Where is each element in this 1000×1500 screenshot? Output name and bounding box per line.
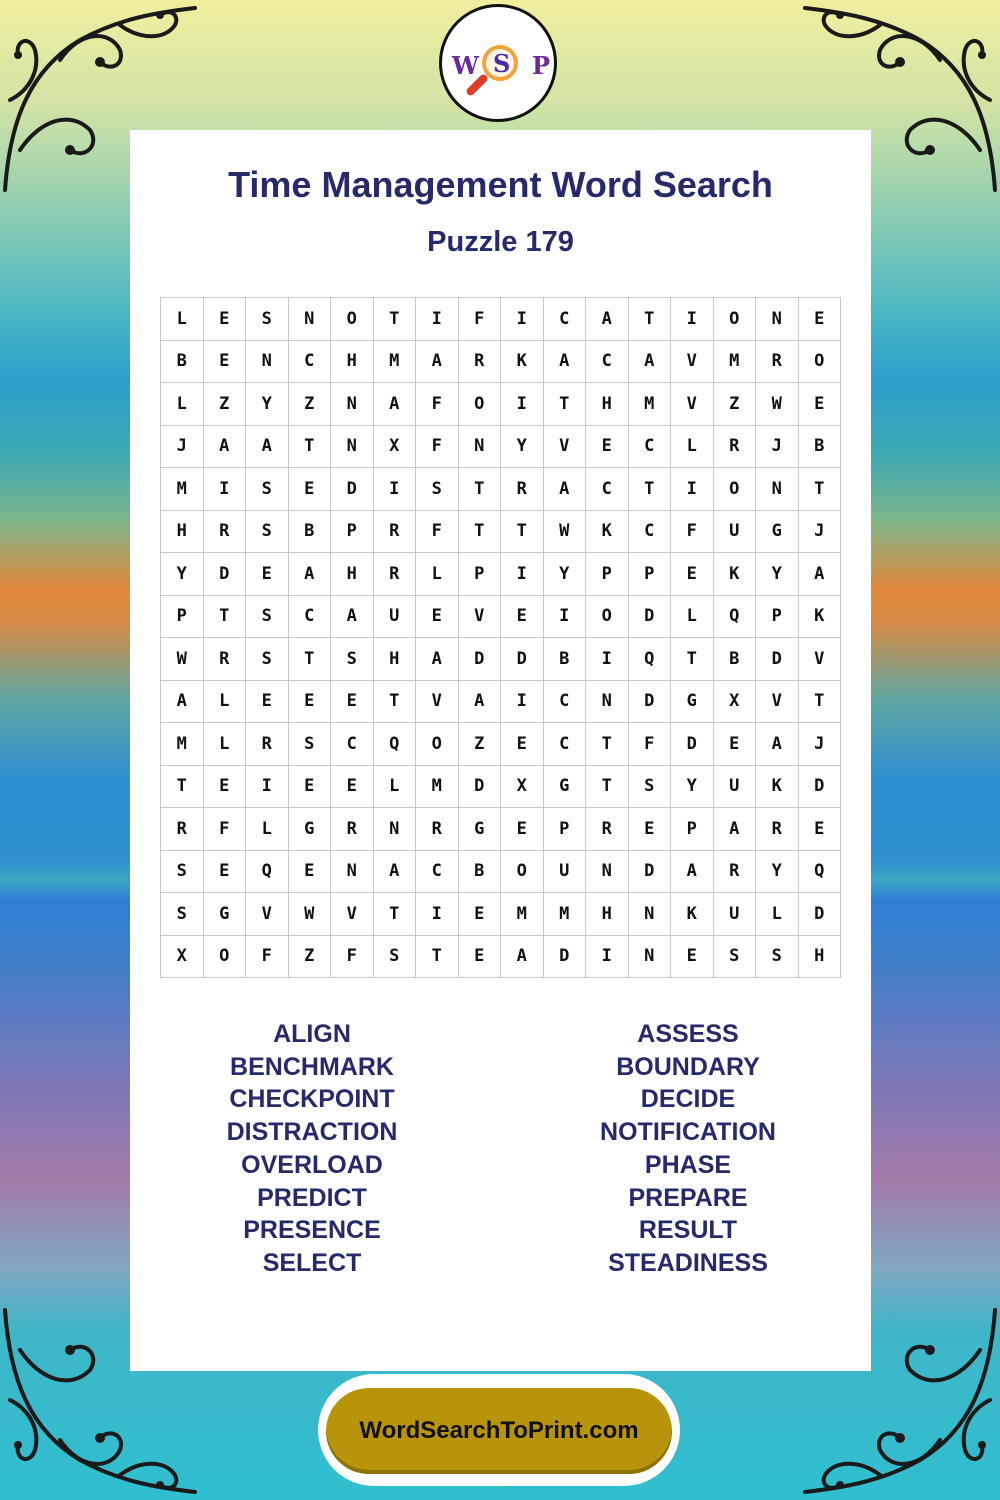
grid-cell: X: [501, 766, 544, 809]
grid-cell: F: [331, 936, 374, 979]
grid-cell: A: [544, 468, 587, 511]
grid-cell: G: [204, 893, 247, 936]
grid-cell: S: [289, 723, 332, 766]
grid-cell: T: [289, 426, 332, 469]
grid-cell: D: [204, 553, 247, 596]
word-list-item: RESULT: [638, 1216, 738, 1245]
grid-cell: B: [544, 638, 587, 681]
grid-cell: G: [289, 808, 332, 851]
grid-cell: I: [586, 936, 629, 979]
grid-cell: S: [246, 596, 289, 639]
grid-cell: C: [629, 426, 672, 469]
grid-cell: O: [714, 298, 757, 341]
grid-cell: R: [161, 808, 204, 851]
grid-cell: E: [799, 298, 842, 341]
grid-cell: N: [331, 383, 374, 426]
grid-cell: W: [161, 638, 204, 681]
grid-cell: X: [714, 681, 757, 724]
grid-cell: E: [501, 808, 544, 851]
grid-cell: Q: [246, 851, 289, 894]
word-list-item: CHECKPOINT: [229, 1085, 395, 1114]
grid-cell: N: [586, 851, 629, 894]
grid-cell: C: [289, 341, 332, 384]
grid-cell: M: [161, 723, 204, 766]
grid-cell: Q: [629, 638, 672, 681]
grid-cell: J: [799, 723, 842, 766]
grid-cell: B: [161, 341, 204, 384]
grid-cell: C: [586, 468, 629, 511]
grid-cell: D: [629, 851, 672, 894]
grid-cell: P: [586, 553, 629, 596]
grid-cell: A: [799, 553, 842, 596]
grid-cell: Y: [161, 553, 204, 596]
grid-cell: N: [756, 468, 799, 511]
grid-cell: S: [374, 936, 417, 979]
grid-cell: V: [756, 681, 799, 724]
grid-cell: N: [331, 426, 374, 469]
grid-cell: Y: [671, 766, 714, 809]
grid-cell: Y: [756, 553, 799, 596]
grid-cell: T: [629, 468, 672, 511]
grid-cell: C: [289, 596, 332, 639]
grid-cell: Z: [204, 383, 247, 426]
grid-cell: R: [204, 511, 247, 554]
grid-cell: E: [459, 936, 502, 979]
grid-cell: D: [544, 936, 587, 979]
grid-cell: A: [501, 936, 544, 979]
grid-cell: V: [246, 893, 289, 936]
grid-cell: N: [629, 936, 672, 979]
grid-cell: L: [671, 426, 714, 469]
grid-cell: E: [331, 766, 374, 809]
grid-cell: S: [161, 851, 204, 894]
grid-cell: L: [246, 808, 289, 851]
grid-cell: I: [246, 766, 289, 809]
grid-cell: T: [799, 681, 842, 724]
grid-cell: S: [629, 766, 672, 809]
grid-cell: F: [416, 426, 459, 469]
grid-cell: Y: [246, 383, 289, 426]
grid-cell: T: [459, 511, 502, 554]
grid-cell: C: [544, 298, 587, 341]
grid-cell: L: [204, 681, 247, 724]
grid-cell: E: [629, 808, 672, 851]
logo-letter-w: W: [452, 51, 479, 80]
grid-cell: K: [799, 596, 842, 639]
grid-cell: V: [799, 638, 842, 681]
grid-cell: I: [374, 468, 417, 511]
grid-cell: A: [289, 553, 332, 596]
word-list-item: STEADINESS: [608, 1248, 768, 1277]
grid-cell: D: [459, 638, 502, 681]
grid-cell: E: [204, 766, 247, 809]
grid-cell: O: [714, 468, 757, 511]
word-list-item: PHASE: [644, 1150, 732, 1179]
grid-cell: R: [756, 808, 799, 851]
grid-cell: M: [501, 893, 544, 936]
grid-cell: R: [459, 341, 502, 384]
grid-cell: E: [501, 723, 544, 766]
grid-cell: F: [671, 511, 714, 554]
grid-cell: E: [289, 468, 332, 511]
grid-cell: G: [671, 681, 714, 724]
word-list-item: PREDICT: [257, 1183, 367, 1212]
grid-cell: M: [374, 341, 417, 384]
grid-cell: M: [629, 383, 672, 426]
grid-cell: C: [586, 341, 629, 384]
grid-cell: D: [756, 638, 799, 681]
grid-cell: H: [161, 511, 204, 554]
grid-cell: N: [586, 681, 629, 724]
grid-cell: H: [586, 383, 629, 426]
grid-cell: E: [289, 681, 332, 724]
grid-cell: E: [799, 808, 842, 851]
grid-cell: G: [544, 766, 587, 809]
grid-cell: O: [416, 723, 459, 766]
grid-cell: E: [671, 553, 714, 596]
grid-cell: K: [501, 341, 544, 384]
grid-cell: T: [544, 383, 587, 426]
word-list-item: ASSESS: [637, 1020, 739, 1048]
grid-cell: Y: [501, 426, 544, 469]
word-list-item: PRESENCE: [243, 1216, 381, 1245]
grid-cell: P: [671, 808, 714, 851]
grid-cell: E: [246, 681, 289, 724]
grid-cell: T: [459, 468, 502, 511]
grid-cell: L: [671, 596, 714, 639]
grid-cell: L: [161, 383, 204, 426]
puzzle-number: Puzzle 179: [427, 226, 574, 258]
grid-cell: D: [671, 723, 714, 766]
grid-cell: R: [374, 511, 417, 554]
grid-cell: J: [756, 426, 799, 469]
grid-cell: S: [246, 638, 289, 681]
grid-cell: M: [161, 468, 204, 511]
grid-cell: E: [799, 383, 842, 426]
grid-cell: A: [714, 808, 757, 851]
grid-cell: K: [714, 553, 757, 596]
grid-cell: D: [629, 596, 672, 639]
grid-cell: H: [799, 936, 842, 979]
grid-cell: C: [544, 681, 587, 724]
grid-cell: P: [544, 808, 587, 851]
grid-cell: M: [416, 766, 459, 809]
grid-cell: V: [331, 893, 374, 936]
grid-cell: E: [204, 298, 247, 341]
grid-cell: N: [289, 298, 332, 341]
grid-cell: T: [204, 596, 247, 639]
grid-cell: A: [374, 383, 417, 426]
grid-cell: D: [331, 468, 374, 511]
grid-cell: T: [289, 638, 332, 681]
grid-cell: R: [756, 341, 799, 384]
grid-cell: J: [161, 426, 204, 469]
grid-cell: T: [416, 936, 459, 979]
grid-cell: L: [374, 766, 417, 809]
grid-cell: A: [161, 681, 204, 724]
grid-cell: S: [756, 936, 799, 979]
grid-cell: H: [586, 893, 629, 936]
grid-cell: S: [161, 893, 204, 936]
grid-cell: E: [204, 341, 247, 384]
grid-cell: T: [501, 511, 544, 554]
grid-cell: S: [246, 298, 289, 341]
grid-cell: A: [629, 341, 672, 384]
word-list-item: NOTIFICATION: [600, 1118, 776, 1147]
word-list-item: SELECT: [262, 1248, 362, 1277]
grid-cell: A: [586, 298, 629, 341]
grid-cell: V: [416, 681, 459, 724]
grid-cell: R: [416, 808, 459, 851]
grid-cell: B: [799, 426, 842, 469]
grid-cell: O: [459, 383, 502, 426]
grid-cell: H: [374, 638, 417, 681]
word-list-item: DECIDE: [640, 1085, 736, 1114]
grid-cell: N: [756, 298, 799, 341]
grid-cell: C: [629, 511, 672, 554]
grid-cell: P: [629, 553, 672, 596]
grid-cell: E: [246, 553, 289, 596]
grid-cell: Z: [289, 383, 332, 426]
grid-cell: I: [501, 553, 544, 596]
grid-cell: A: [671, 851, 714, 894]
word-list-item: DISTRACTION: [226, 1118, 398, 1147]
grid-cell: I: [501, 298, 544, 341]
grid-cell: Z: [289, 936, 332, 979]
logo-letter-s: S: [493, 49, 511, 78]
grid-cell: N: [246, 341, 289, 384]
grid-cell: I: [671, 298, 714, 341]
grid-cell: V: [671, 383, 714, 426]
grid-cell: D: [799, 893, 842, 936]
grid-cell: Z: [714, 383, 757, 426]
puzzle-card: [130, 130, 871, 1371]
grid-cell: I: [586, 638, 629, 681]
grid-cell: B: [459, 851, 502, 894]
grid-cell: R: [501, 468, 544, 511]
grid-cell: D: [629, 681, 672, 724]
grid-cell: N: [331, 851, 374, 894]
grid-cell: T: [586, 766, 629, 809]
grid-cell: W: [289, 893, 332, 936]
grid-cell: F: [629, 723, 672, 766]
logo-letter-p: P: [532, 51, 551, 80]
grid-cell: T: [374, 893, 417, 936]
grid-cell: S: [714, 936, 757, 979]
grid-cell: R: [714, 851, 757, 894]
grid-cell: A: [246, 426, 289, 469]
grid-cell: K: [586, 511, 629, 554]
grid-cell: F: [204, 808, 247, 851]
grid-cell: E: [289, 766, 332, 809]
word-list-right: [508, 1018, 868, 1280]
grid-cell: H: [331, 341, 374, 384]
grid-cell: S: [246, 468, 289, 511]
grid-cell: R: [374, 553, 417, 596]
grid-cell: U: [374, 596, 417, 639]
grid-cell: D: [501, 638, 544, 681]
grid-cell: S: [331, 638, 374, 681]
grid-cell: X: [374, 426, 417, 469]
grid-cell: E: [416, 596, 459, 639]
grid-cell: B: [714, 638, 757, 681]
grid-cell: U: [714, 511, 757, 554]
word-list-item: BENCHMARK: [230, 1052, 394, 1081]
word-list-item: PREPARE: [628, 1183, 748, 1212]
grid-cell: T: [629, 298, 672, 341]
grid-cell: O: [331, 298, 374, 341]
grid-cell: Q: [714, 596, 757, 639]
grid-cell: P: [459, 553, 502, 596]
footer-badge: [318, 1374, 680, 1486]
grid-cell: W: [756, 383, 799, 426]
grid-cell: S: [246, 511, 289, 554]
grid-cell: F: [416, 383, 459, 426]
grid-cell: A: [544, 341, 587, 384]
grid-cell: S: [416, 468, 459, 511]
grid-cell: U: [714, 893, 757, 936]
grid-cell: I: [416, 893, 459, 936]
grid-cell: O: [501, 851, 544, 894]
grid-cell: A: [459, 681, 502, 724]
grid-cell: O: [586, 596, 629, 639]
wsp-logo: [439, 4, 557, 122]
grid-cell: E: [289, 851, 332, 894]
grid-cell: M: [714, 341, 757, 384]
grid-cell: C: [331, 723, 374, 766]
grid-cell: L: [756, 893, 799, 936]
grid-cell: J: [799, 511, 842, 554]
grid-cell: A: [756, 723, 799, 766]
grid-cell: E: [586, 426, 629, 469]
grid-cell: A: [331, 596, 374, 639]
grid-cell: A: [416, 638, 459, 681]
grid-cell: N: [629, 893, 672, 936]
grid-cell: K: [756, 766, 799, 809]
grid-cell: P: [161, 596, 204, 639]
grid-cell: R: [714, 426, 757, 469]
grid-cell: T: [161, 766, 204, 809]
grid-cell: E: [331, 681, 374, 724]
grid-cell: P: [756, 596, 799, 639]
grid-cell: E: [501, 596, 544, 639]
grid-cell: I: [544, 596, 587, 639]
grid-cell: E: [459, 893, 502, 936]
grid-cell: P: [331, 511, 374, 554]
grid-cell: T: [799, 468, 842, 511]
grid-cell: F: [416, 511, 459, 554]
grid-cell: O: [799, 341, 842, 384]
grid-cell: N: [374, 808, 417, 851]
grid-cell: H: [331, 553, 374, 596]
grid-cell: I: [671, 468, 714, 511]
grid-cell: A: [204, 426, 247, 469]
grid-cell: T: [374, 681, 417, 724]
grid-cell: R: [246, 723, 289, 766]
grid-cell: D: [459, 766, 502, 809]
grid-cell: F: [246, 936, 289, 979]
grid-cell: A: [416, 341, 459, 384]
grid-cell: N: [459, 426, 502, 469]
grid-cell: V: [544, 426, 587, 469]
letter-grid: [160, 297, 841, 978]
grid-cell: Q: [799, 851, 842, 894]
grid-cell: X: [161, 936, 204, 979]
grid-cell: T: [671, 638, 714, 681]
grid-cell: T: [374, 298, 417, 341]
grid-cell: U: [544, 851, 587, 894]
grid-cell: G: [459, 808, 502, 851]
grid-cell: R: [331, 808, 374, 851]
grid-cell: O: [204, 936, 247, 979]
site-link[interactable]: WordSearchToPrint.com: [326, 1388, 672, 1474]
grid-cell: L: [416, 553, 459, 596]
grid-cell: B: [289, 511, 332, 554]
grid-cell: W: [544, 511, 587, 554]
grid-cell: I: [501, 681, 544, 724]
page-title: Time Management Word Search: [228, 164, 773, 205]
word-list-item: ALIGN: [273, 1020, 351, 1048]
grid-cell: T: [586, 723, 629, 766]
grid-cell: D: [799, 766, 842, 809]
grid-cell: R: [586, 808, 629, 851]
grid-cell: Y: [756, 851, 799, 894]
grid-cell: A: [374, 851, 417, 894]
grid-cell: V: [459, 596, 502, 639]
grid-cell: I: [501, 383, 544, 426]
grid-cell: G: [756, 511, 799, 554]
grid-cell: R: [204, 638, 247, 681]
grid-cell: K: [671, 893, 714, 936]
grid-cell: Y: [544, 553, 587, 596]
grid-cell: V: [671, 341, 714, 384]
grid-cell: L: [204, 723, 247, 766]
grid-cell: F: [459, 298, 502, 341]
grid-cell: C: [544, 723, 587, 766]
grid-cell: Q: [374, 723, 417, 766]
word-list-item: OVERLOAD: [241, 1150, 383, 1179]
grid-cell: I: [416, 298, 459, 341]
grid-cell: E: [204, 851, 247, 894]
grid-cell: E: [714, 723, 757, 766]
grid-cell: E: [671, 936, 714, 979]
word-list-item: BOUNDARY: [616, 1052, 760, 1081]
grid-cell: U: [714, 766, 757, 809]
grid-cell: L: [161, 298, 204, 341]
grid-cell: I: [204, 468, 247, 511]
grid-cell: Z: [459, 723, 502, 766]
word-list-left: [132, 1018, 492, 1280]
grid-cell: M: [544, 893, 587, 936]
grid-cell: C: [416, 851, 459, 894]
